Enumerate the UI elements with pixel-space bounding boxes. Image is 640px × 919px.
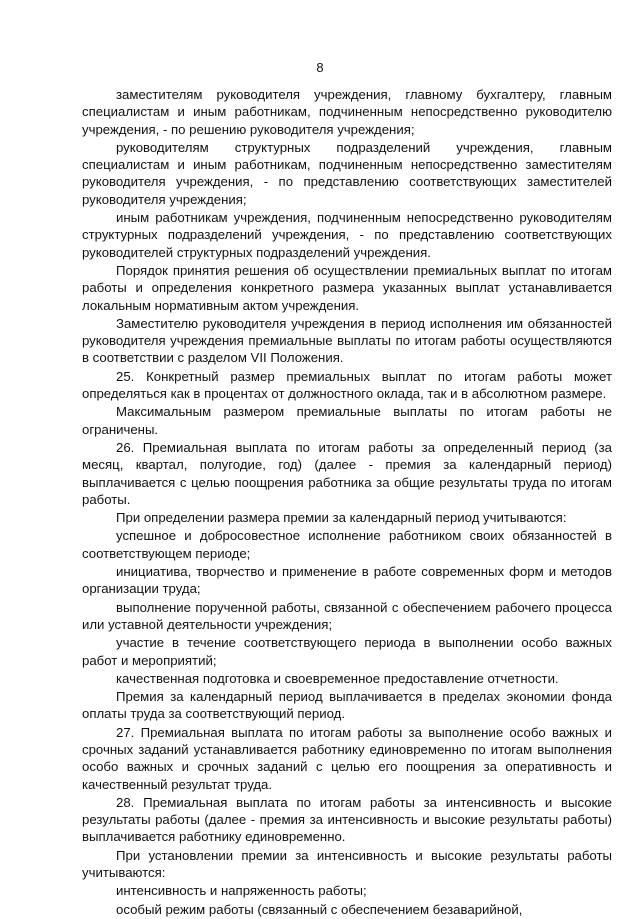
paragraph: особый режим работы (связанный с обеспечением безаварийной,	[116, 901, 523, 917]
paragraph: 26. Премиальная выплата по итогам работы за определенный период (за месяц, квартал, полугодие, год) (далее - премия за календарный период) выплачивается с целью поощрения работника за общие результаты труда по итогам работы.	[82, 439, 612, 507]
paragraph: интенсивность и напряженность работы;	[116, 883, 367, 899]
paragraph: 25. Конкретный размер премиальных выплат по итогам работы может определяться как в процентах от должностного оклада, так и в абсолютном размере.	[82, 368, 612, 402]
paragraph: заместителям руководителя учреждения, главному бухгалтеру, главным специалистам и иным работникам, подчиненным непосредственно руководителю учреждения, - по решению руководителя учреждения;	[82, 87, 612, 137]
paragraph: качественная подготовка и своевременное предоставление отчетности.	[116, 670, 559, 686]
paragraph: руководителям структурных подразделений учреждения, главным специалистам и иным работникам, подчиненным непосредственно заместителям руководителя учреждения, - по представлению соответствующих заместителей руководителя учреждения;	[82, 139, 612, 207]
paragraph: Заместителю руководителя учреждения в период исполнения им обязанностей руководителя учреждения премиальные выплаты по итогам работы осуществляются в соответствии с разделом VII Положения.	[82, 315, 612, 366]
paragraph: 28. Премиальная выплата по итогам работы за интенсивность и высокие результаты работы (далее - премия за интенсивность и высокие результаты работы) выплачивается работнику единовременно.	[82, 794, 612, 845]
paragraph: Максимальным размером премиальные выплаты по итогам работы не ограничены.	[82, 404, 612, 437]
paragraph: иным работникам учреждения, подчиненным непосредственно руководителям структурных подразделений учреждения, - по представлению соответствующих руководителей структурных подразделений учреждения.	[82, 210, 612, 260]
document-body	[82, 86, 612, 919]
paragraph: При установлении премии за интенсивность и высокие результаты работы учитываются:	[82, 847, 612, 881]
paragraph: выполнение порученной работы, связанной с обеспечением рабочего процесса или уставной деятельности учреждения;	[82, 599, 612, 632]
paragraph: участие в течение соответствующего периода в выполнении особо важных работ и мероприятий;	[82, 635, 612, 668]
paragraph: успешное и добросовестное исполнение работником своих обязанностей в соответствующем периоде;	[82, 528, 612, 561]
paragraph: инициатива, творчество и применение в работе современных форм и методов организации труда;	[82, 564, 612, 597]
page-number: 8	[316, 60, 324, 75]
paragraph: При определении размера премии за календарный период учитываются:	[116, 510, 567, 526]
paragraph: 27. Премиальная выплата по итогам работы за выполнение особо важных и срочных заданий устанавливается работнику единовременно по итогам выполнения особо важных и срочных заданий с целью его поощрения за оперативность и качественный результат труда.	[82, 724, 612, 792]
paragraph: Порядок принятия решения об осуществлении премиальных выплат по итогам работы и определения конкретного размера указанных выплат устанавливается локальным нормативным актом учреждения.	[82, 262, 612, 313]
paragraph: Премия за календарный период выплачивается в пределах экономии фонда оплаты труда за соответствующий период.	[82, 689, 612, 722]
